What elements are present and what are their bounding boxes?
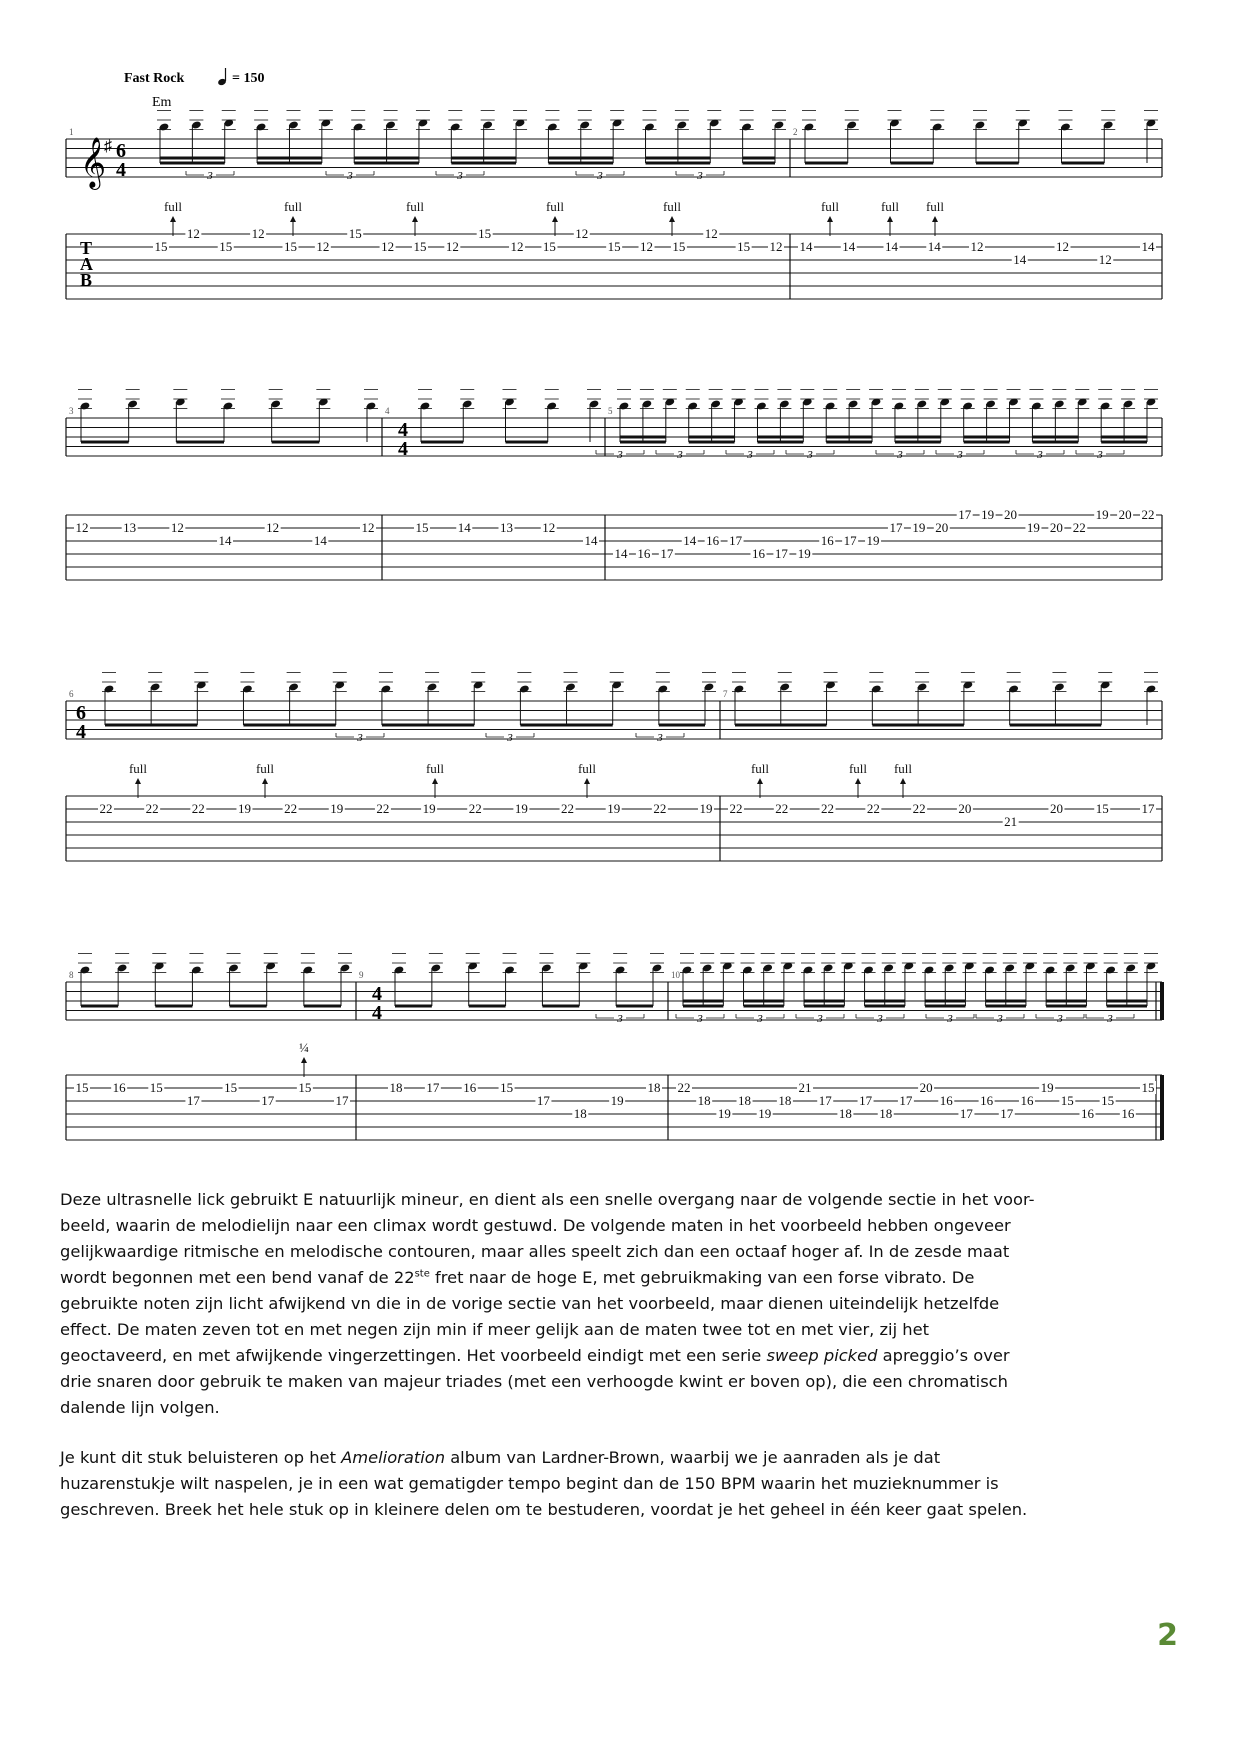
tab-fret-number: 12: [316, 239, 330, 254]
tab-fret-number: 17: [660, 546, 674, 561]
triplet-number: 3: [877, 1013, 883, 1025]
tab-fret-number: 14: [614, 546, 628, 561]
text-line: beeld, waarin de melodielijn naar een climax wordt gestuwd. De volgende maten in het voorbeeld hebben ongeveer: [60, 1216, 1011, 1235]
triplet-number: 3: [507, 732, 513, 744]
tab-fret-number: 18: [697, 1093, 711, 1108]
bar-number: 7: [723, 689, 728, 699]
tab-fret-number: 19: [797, 546, 811, 561]
triplet-number: 3: [817, 1013, 823, 1025]
time-signature-top: 6: [76, 702, 86, 724]
time-signature-bottom: 4: [116, 159, 126, 181]
bar-number: 2: [793, 127, 798, 137]
bar-number: 3: [69, 406, 74, 416]
bend-arrow-icon: [262, 778, 268, 784]
tab-fret-number: 22: [653, 801, 667, 816]
tab-fret-number: 19: [758, 1106, 772, 1121]
bend-arrow-icon: [887, 216, 893, 222]
tab-fret-number: 19: [422, 801, 436, 816]
tab-fret-number: 17: [818, 1093, 832, 1108]
tab-fret-number: 19: [607, 801, 621, 816]
triplet-number: 3: [957, 449, 963, 461]
quarter-note-icon: [217, 68, 227, 86]
bend-arrow-icon: [135, 778, 141, 784]
tab-fret-number: 17: [335, 1093, 349, 1108]
bend-label: ¼: [299, 1040, 309, 1055]
bar-number: 8: [69, 970, 74, 980]
bar-number: 4: [385, 406, 390, 416]
tab-fret-number: 12: [769, 239, 783, 254]
tab-letter: B: [80, 270, 93, 290]
text-line: Deze ultrasnelle lick gebruikt E natuurlijk mineur, en dient als een snelle overgang naar de volgende sectie in het voor-: [60, 1190, 1035, 1209]
tab-fret-number: 14: [885, 239, 898, 254]
tab-fret-number: 16: [939, 1093, 953, 1108]
text-line: gelijkwaardige ritmische en melodische contouren, maar alles speelt zich dan een octaaf hoger af. In de zesde maat: [60, 1242, 1010, 1261]
triplet-number: 3: [457, 170, 463, 182]
text-line: huzarenstukje wilt naspelen, je in een wat gematigder tempo begint dan de 150 BPM waarin het muzieknummer is: [60, 1474, 999, 1493]
bend-arrow-icon: [432, 778, 438, 784]
bend-arrow-icon: [900, 778, 906, 784]
tab-fret-number: 15: [283, 239, 297, 254]
text-line: dalende lijn volgen.: [60, 1398, 220, 1417]
chord-symbol: Em: [152, 95, 172, 110]
tab-letter: A: [80, 254, 93, 274]
tab-fret-number: 22: [912, 801, 926, 816]
bend-label: full: [750, 761, 770, 776]
time-signature-top: 4: [398, 419, 408, 441]
bend-label: full: [255, 761, 275, 776]
time-signature-bottom: 4: [372, 1002, 382, 1024]
bar-number: 10: [671, 970, 680, 980]
tab-fret-number: 19: [699, 801, 713, 816]
triplet-number: 3: [757, 1013, 763, 1025]
tab-fret-number: 21: [798, 1080, 812, 1095]
tab-fret-number: 17: [958, 507, 972, 522]
bend-arrow-icon: [552, 216, 558, 222]
time-signature-top: 6: [116, 140, 126, 162]
paragraph-2: [60, 1445, 1180, 1523]
text-line: effect. De maten zeven tot en met negen zijn min if meer gelijk aan de maten twee tot en met vier, zij het: [60, 1320, 929, 1339]
tab-fret-number: 14: [683, 533, 697, 548]
bend-arrow-icon: [669, 216, 675, 222]
tab-fret-number: 20: [935, 520, 949, 535]
triplet-number: 3: [1037, 449, 1043, 461]
tab-fret-number: 15: [500, 1080, 514, 1095]
tab-fret-number: 18: [573, 1106, 587, 1121]
bend-arrow-icon: [855, 778, 861, 784]
tab-fret-number: 19: [717, 1106, 731, 1121]
tab-fret-number: 18: [778, 1093, 792, 1108]
bend-label: full: [848, 761, 868, 776]
sharp-icon: ♯: [104, 138, 112, 155]
tab-fret-number: 16: [820, 533, 834, 548]
tab-fret-number: 14: [457, 520, 471, 535]
tab-fret-number: 22: [821, 801, 835, 816]
tab-fret-number: 17: [899, 1093, 913, 1108]
tab-fret-number: 17: [186, 1093, 200, 1108]
tab-fret-number: 12: [186, 226, 200, 241]
triplet-number: 3: [657, 732, 663, 744]
time-signature-bottom: 4: [76, 721, 86, 743]
tab-fret-number: 17: [729, 533, 743, 548]
tab-fret-number: 15: [298, 1080, 312, 1095]
tab-fret-number: 15: [672, 239, 686, 254]
triplet-number: 3: [807, 449, 813, 461]
tab-fret-number: 15: [219, 239, 233, 254]
tab-fret-number: 22: [729, 801, 743, 816]
tab-fret-number: 20: [1118, 507, 1132, 522]
triplet-number: 3: [947, 1013, 953, 1025]
treble-clef-icon: 𝄞: [80, 138, 107, 187]
text-line: gebruikte noten zijn licht afwijkend vn die in de vorige sectie van het voorbeeld, maar dienen uiteindelijk hetzelfde: [60, 1294, 1000, 1313]
tab-fret-number: 22: [561, 801, 575, 816]
staff-system-1: [66, 111, 1162, 300]
tab-fret-number: 15: [348, 226, 362, 241]
tab-fret-number: 17: [261, 1093, 275, 1108]
bend-arrow-icon: [757, 778, 763, 784]
tab-fret-number: 12: [75, 520, 89, 535]
triplet-number: 3: [1107, 1013, 1113, 1025]
staff-system-2: [66, 390, 1162, 581]
bend-arrow-icon: [584, 778, 590, 784]
tempo-label: Fast Rock: [124, 71, 185, 86]
tab-fret-number: 22: [376, 801, 390, 816]
tab-fret-number: 20: [958, 801, 972, 816]
tab-fret-number: 16: [706, 533, 720, 548]
tab-fret-number: 19: [514, 801, 528, 816]
bend-label: full: [880, 199, 900, 214]
triplet-number: 3: [617, 1013, 623, 1025]
tab-fret-number: 22: [284, 801, 298, 816]
triplet-number: 3: [897, 449, 903, 461]
tab-fret-number: 15: [415, 520, 429, 535]
bend-label: full: [163, 199, 183, 214]
tab-fret-number: 16: [1121, 1106, 1135, 1121]
tab-fret-number: 13: [500, 520, 513, 535]
tab-fret-number: 15: [737, 239, 751, 254]
tab-fret-number: 19: [1095, 507, 1109, 522]
tab-fret-number: 19: [237, 801, 251, 816]
bend-arrow-icon: [827, 216, 833, 222]
time-signature-top: 4: [372, 983, 382, 1005]
bar-number: 5: [608, 406, 613, 416]
tab-fret-number: 19: [981, 507, 995, 522]
tab-fret-number: 22: [1072, 520, 1086, 535]
tempo-value: = 150: [232, 71, 265, 86]
staff-system-3: [66, 673, 1162, 862]
bend-label: full: [425, 761, 445, 776]
tab-fret-number: 14: [842, 239, 856, 254]
triplet-number: 3: [617, 449, 623, 461]
tab-letter: T: [80, 238, 93, 258]
tab-fret-number: 19: [330, 801, 344, 816]
tab-fret-number: 15: [413, 239, 427, 254]
tab-fret-number: 14: [1013, 252, 1027, 267]
tab-fret-number: 20: [1004, 507, 1018, 522]
tab-fret-number: 12: [970, 239, 984, 254]
triplet-number: 3: [997, 1013, 1003, 1025]
tab-fret-number: 15: [542, 239, 556, 254]
tab-fret-number: 18: [647, 1080, 661, 1095]
tab-fret-number: 19: [1040, 1080, 1054, 1095]
tab-fret-number: 21: [1004, 814, 1018, 829]
tab-fret-number: 12: [1098, 252, 1112, 267]
tab-fret-number: 15: [1141, 1080, 1155, 1095]
text-line: geschreven. Breek het hele stuk op in kleinere delen om te bestuderen, voordat je het geheel in één keer gaat spelen.: [60, 1500, 1028, 1519]
tab-fret-number: 15: [75, 1080, 89, 1095]
bend-label: full: [128, 761, 148, 776]
tab-fret-number: 14: [313, 533, 327, 548]
tab-fret-number: 13: [123, 520, 137, 535]
paragraph-1: [60, 1187, 1180, 1421]
tab-fret-number: 19: [1026, 520, 1040, 535]
triplet-number: 3: [347, 170, 353, 182]
triplet-number: 3: [207, 170, 213, 182]
tab-fret-number: 19: [912, 520, 926, 535]
tab-fret-number: 20: [919, 1080, 933, 1095]
tab-fret-number: 22: [866, 801, 880, 816]
tab-fret-number: 17: [1000, 1106, 1014, 1121]
tab-fret-number: 16: [463, 1080, 477, 1095]
tab-fret-number: 20: [1049, 520, 1063, 535]
time-signature-bottom: 4: [398, 438, 408, 460]
text-line: Je kunt dit stuk beluisteren op het Amelioration album van Lardner-Brown, waarbij we je aanraden als je dat: [60, 1448, 941, 1467]
tab-fret-number: 19: [610, 1093, 624, 1108]
tab-fret-number: 14: [927, 239, 941, 254]
tab-fret-number: 22: [145, 801, 159, 816]
tab-fret-number: 16: [1020, 1093, 1034, 1108]
tab-fret-number: 17: [1141, 801, 1155, 816]
tab-fret-number: 22: [468, 801, 482, 816]
tab-fret-number: 12: [510, 239, 524, 254]
tab-fret-number: 16: [637, 546, 651, 561]
tab-fret-number: 17: [774, 546, 788, 561]
tab-fret-number: 18: [389, 1080, 403, 1095]
tab-fret-number: 17: [859, 1093, 873, 1108]
tab-fret-number: 12: [381, 239, 395, 254]
tab-fret-number: 19: [866, 533, 880, 548]
bend-label: full: [405, 199, 425, 214]
tab-fret-number: 12: [361, 520, 375, 535]
tab-fret-number: 14: [584, 533, 598, 548]
bend-label: full: [283, 199, 303, 214]
staff-system-4: [66, 954, 1162, 1141]
tab-fret-number: 17: [426, 1080, 440, 1095]
tab-fret-number: 17: [959, 1106, 973, 1121]
tab-fret-number: 17: [843, 533, 857, 548]
triplet-number: 3: [1097, 449, 1103, 461]
tab-fret-number: 15: [478, 226, 492, 241]
tab-fret-number: 22: [1141, 507, 1155, 522]
tab-fret-number: 12: [266, 520, 280, 535]
text-line: wordt begonnen met een bend vanaf de 22ste fret naar de hoge E, met gebruikmaking van een forse vibrato. De: [60, 1268, 975, 1287]
tab-fret-number: 17: [536, 1093, 550, 1108]
tab-fret-number: 16: [112, 1080, 126, 1095]
tab-fret-number: 22: [99, 801, 113, 816]
tab-fret-number: 16: [980, 1093, 994, 1108]
tab-fret-number: 15: [1095, 801, 1109, 816]
bend-arrow-icon: [412, 216, 418, 222]
tab-fret-number: 12: [170, 520, 184, 535]
tab-fret-number: 18: [879, 1106, 893, 1121]
tab-fret-number: 18: [738, 1093, 752, 1108]
tab-fret-number: 15: [149, 1080, 163, 1095]
tab-fret-number: 12: [704, 226, 718, 241]
tab-fret-number: 15: [1060, 1093, 1074, 1108]
bar-number: 9: [359, 970, 364, 980]
bend-label: full: [577, 761, 597, 776]
tab-fret-number: 22: [677, 1080, 691, 1095]
tab-fret-number: 22: [191, 801, 205, 816]
tab-fret-number: 12: [575, 226, 589, 241]
triplet-number: 3: [697, 170, 703, 182]
tab-fret-number: 15: [224, 1080, 238, 1095]
text-line: geoctaveerd, en met afwijkende vingerzettingen. Het voorbeeld eindigt met een serie sweep picked apreggio’s over: [60, 1346, 1010, 1365]
tab-fret-number: 14: [799, 239, 813, 254]
tab-fret-number: 15: [607, 239, 621, 254]
triplet-number: 3: [357, 732, 363, 744]
bar-number: 1: [69, 127, 74, 137]
tab-fret-number: 15: [154, 239, 168, 254]
bend-label: full: [820, 199, 840, 214]
bend-label: full: [893, 761, 913, 776]
bend-arrow-icon: [932, 216, 938, 222]
bend-label: full: [662, 199, 682, 214]
bend-arrow-icon: [290, 216, 296, 222]
page-number: 2: [1157, 1618, 1178, 1653]
bar-number: 6: [69, 689, 74, 699]
tab-fret-number: 16: [751, 546, 765, 561]
tab-fret-number: 14: [1141, 239, 1155, 254]
tab-fret-number: 12: [1056, 239, 1069, 254]
tab-fret-number: 15: [1101, 1093, 1115, 1108]
triplet-number: 3: [677, 449, 683, 461]
triplet-number: 3: [1057, 1013, 1063, 1025]
text-line: drie snaren door gebruik te maken van majeur triades (met een verhoogde kwint er boven op), die een chromatisch: [60, 1372, 1008, 1391]
triplet-number: 3: [597, 170, 603, 182]
triplet-number: 3: [747, 449, 753, 461]
tab-fret-number: 22: [775, 801, 789, 816]
tab-fret-number: 16: [1080, 1106, 1094, 1121]
tab-fret-number: 20: [1049, 801, 1063, 816]
tab-fret-number: 14: [218, 533, 232, 548]
bend-arrow-icon: [301, 1057, 307, 1063]
body-text: [60, 1187, 1180, 1547]
tab-fret-number: 17: [889, 520, 903, 535]
bend-label: full: [925, 199, 945, 214]
triplet-number: 3: [697, 1013, 703, 1025]
tab-fret-number: 12: [445, 239, 459, 254]
bend-label: full: [545, 199, 565, 214]
tab-fret-number: 18: [838, 1106, 852, 1121]
tab-fret-number: 12: [640, 239, 654, 254]
bend-arrow-icon: [170, 216, 176, 222]
tab-fret-number: 12: [542, 520, 556, 535]
tab-fret-number: 12: [251, 226, 265, 241]
